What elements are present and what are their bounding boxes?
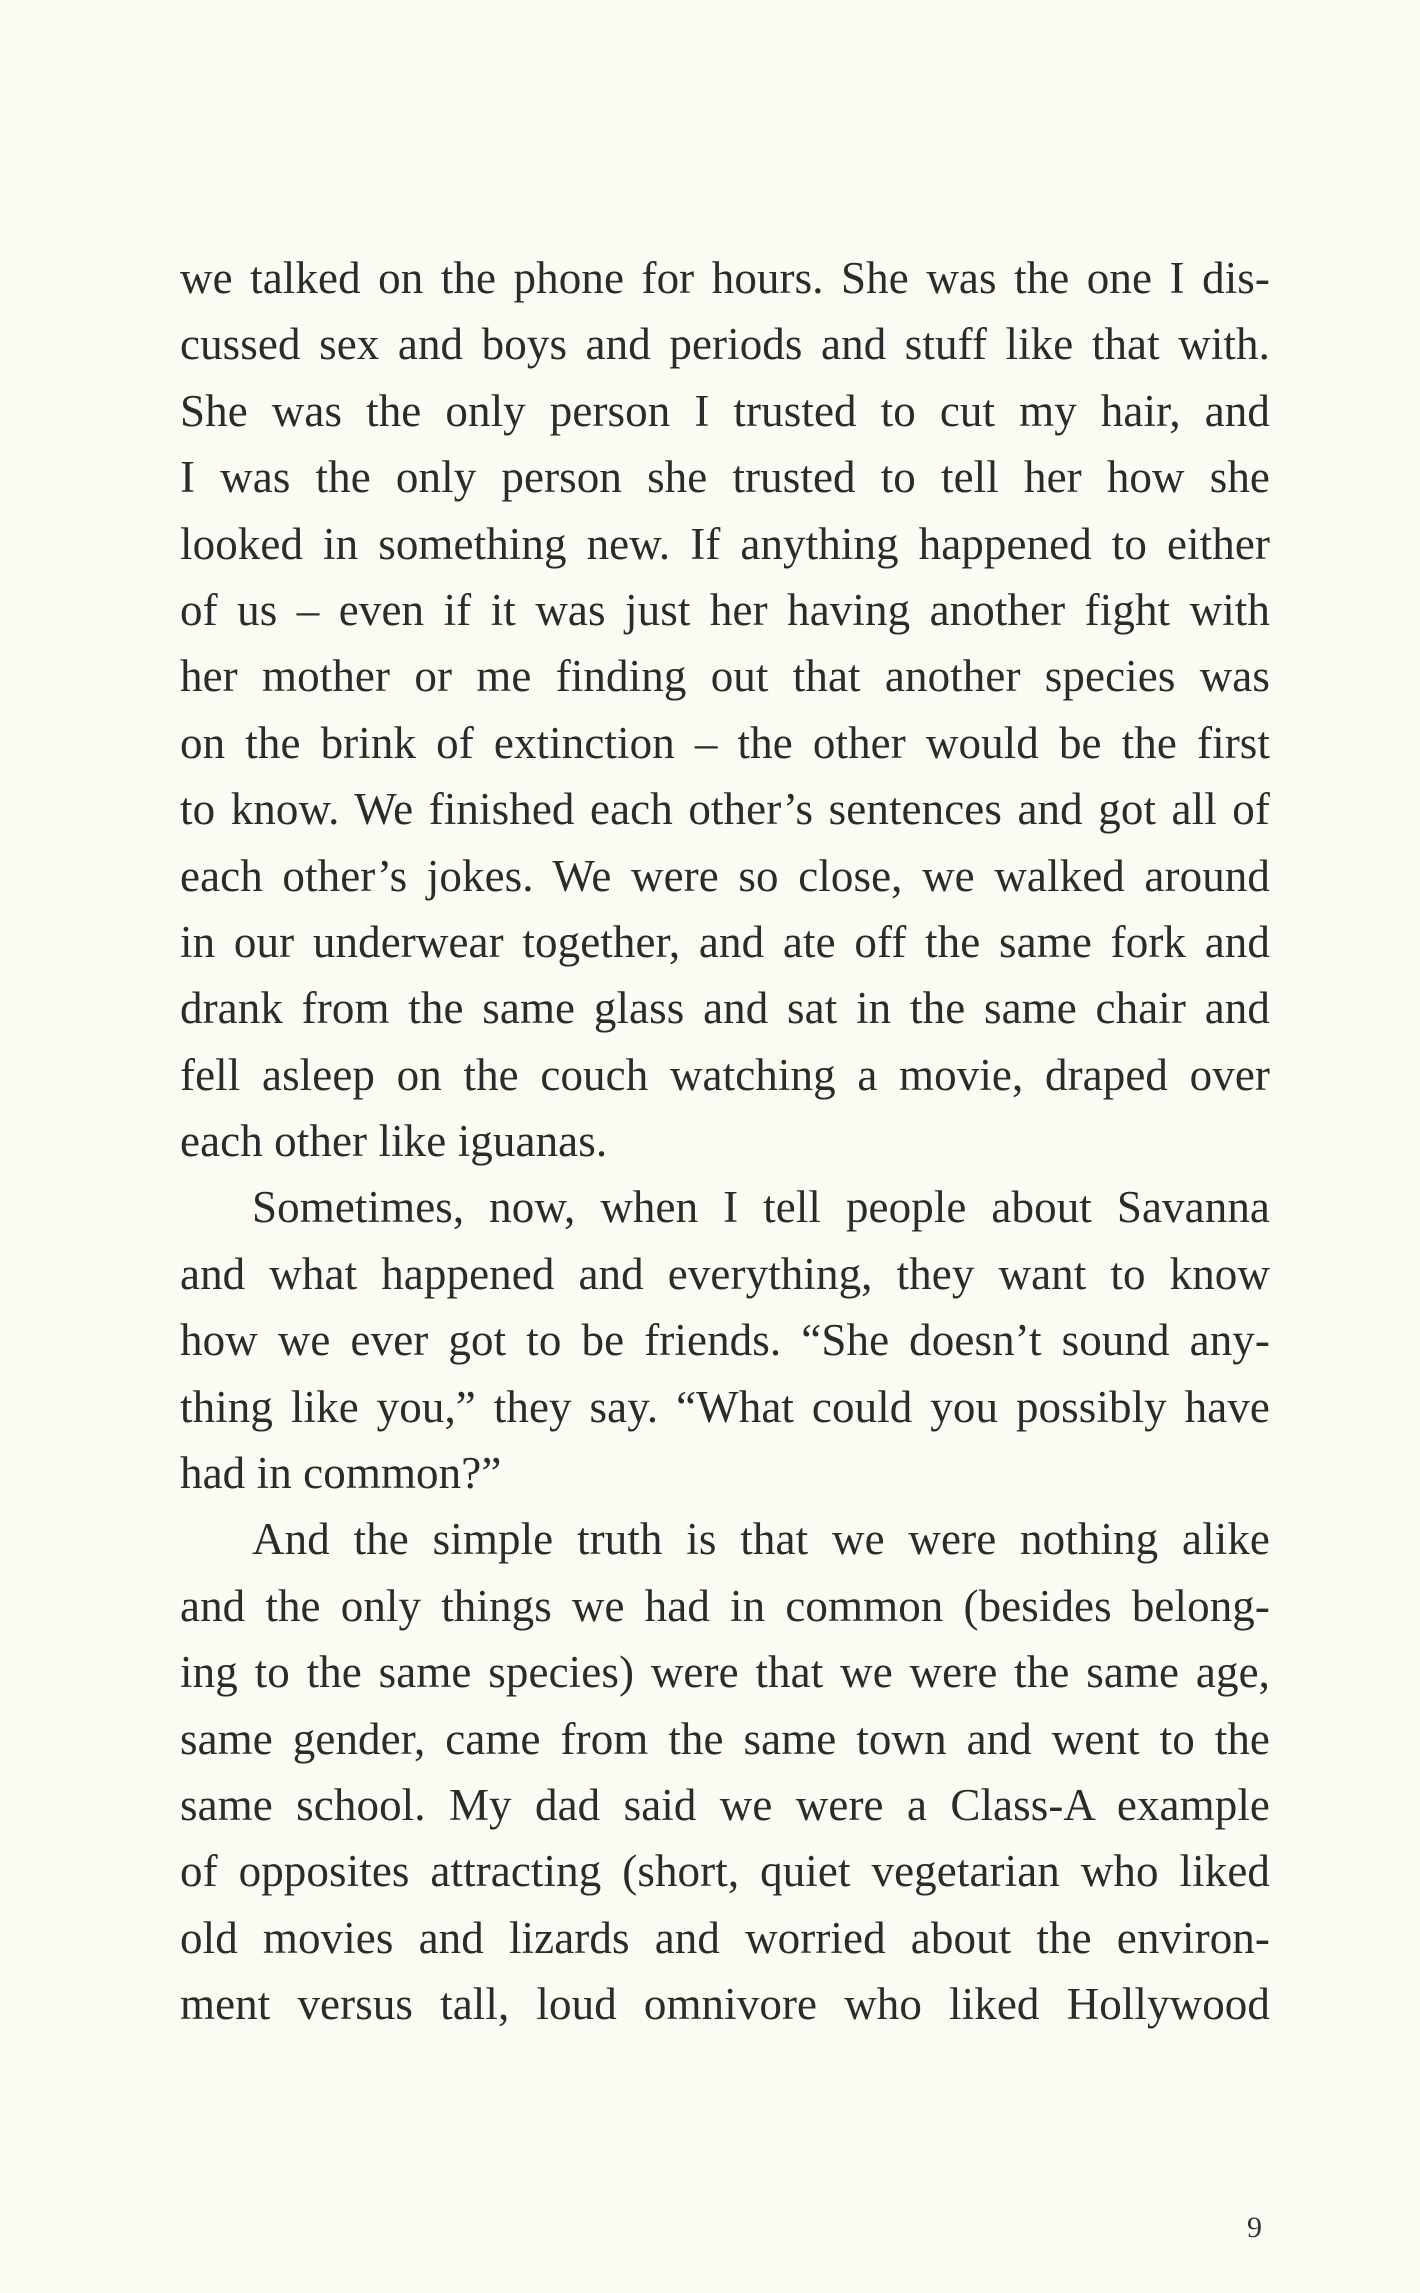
text-line: ing to the same species) were that we were the same age, — [180, 1647, 1270, 1698]
text-line: I was the only person she trusted to tell her how she — [180, 452, 1270, 503]
text-line: and what happened and everything, they want to know — [180, 1248, 1270, 1299]
text-line: ment versus tall, loud omnivore who liked Hollywood — [180, 1979, 1270, 2030]
text-line: we talked on the phone for hours. She was the one I dis- — [180, 253, 1270, 303]
text-line: of opposites attracting (short, quiet vegetarian who liked — [180, 1846, 1270, 1897]
text-line: to know. We finished each other’s sentences and got all of — [180, 784, 1270, 835]
text-line: of us – even if it was just her having another fight with — [180, 584, 1270, 635]
text-line: and the only things we had in common (besides belong- — [180, 1580, 1270, 1631]
paragraph-start-line: Sometimes, now, when I tell people about Savanna — [252, 1182, 1270, 1233]
text-line: old movies and lizards and worried about the environ- — [180, 1912, 1270, 1963]
text-line: same school. My dad said we were a Class-A example — [180, 1779, 1270, 1830]
text-line: same gender, came from the same town and went to the — [180, 1713, 1270, 1764]
paragraph-start-line: And the simple truth is that we were nothing alike — [252, 1514, 1270, 1565]
text-line: cussed sex and boys and periods and stuff like that with. — [180, 319, 1270, 370]
page-number: 9 — [1247, 2211, 1262, 2244]
text-line: She was the only person I trusted to cut my hair, and — [180, 385, 1270, 436]
paragraph-end-line: each other like iguanas. — [180, 1116, 608, 1167]
text-line: how we ever got to be friends. “She doesn’t sound any- — [180, 1315, 1270, 1366]
text-line: each other’s jokes. We were so close, we walked around — [180, 850, 1270, 901]
body-text — [180, 245, 1270, 2038]
text-line: fell asleep on the couch watching a movie, draped over — [180, 1049, 1270, 1100]
text-line: on the brink of extinction – the other would be the first — [180, 717, 1270, 768]
text-line: drank from the same glass and sat in the same chair and — [180, 983, 1270, 1034]
text-line: thing like you,” they say. “What could you possibly have — [180, 1381, 1270, 1432]
text-line: her mother or me finding out that another species was — [180, 651, 1270, 702]
text-line: looked in something new. If anything happened to either — [180, 518, 1270, 569]
paragraph-end-line: had in common?” — [180, 1448, 502, 1499]
text-line: in our underwear together, and ate off the same fork and — [180, 916, 1270, 967]
